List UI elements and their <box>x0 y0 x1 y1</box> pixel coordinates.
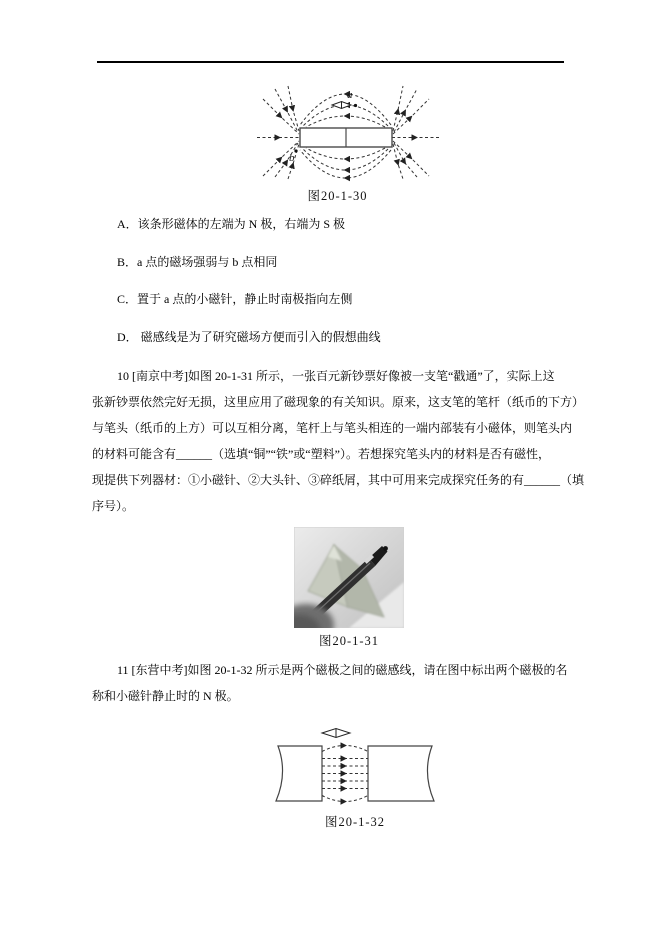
q10-line: 的材料可能含有______（选填“铜”“铁”或“塑料”）。若想探究笔头内的材料是否有磁性， <box>92 447 550 461</box>
bar-magnet <box>300 128 392 147</box>
top-rule <box>97 61 564 63</box>
right-pole-block <box>368 746 434 801</box>
q10-line: 张新钞票依然完好无损，这里应用了磁现象的有关知识。原来，这支笔的笔杆（纸币的下方） <box>92 395 585 409</box>
point-b-dot <box>294 149 297 152</box>
figure-caption-20-1-32: 图20-1-32 <box>324 815 386 829</box>
banknote-pen-photo <box>294 527 404 628</box>
compass-needle-icon <box>322 729 350 738</box>
q10-line: 序号）。 <box>92 499 135 513</box>
point-a-dot <box>354 104 357 107</box>
figure-two-poles-field <box>265 722 445 814</box>
point-a-label: a <box>347 89 353 101</box>
question-11-text <box>92 657 568 709</box>
point-b <box>289 149 298 164</box>
gap-field-lines <box>322 746 368 802</box>
figure-caption-20-1-31: 图20-1-31 <box>318 634 380 648</box>
q10-line: 现提供下列器材：①小磁针、②大头针、③碎纸屑，其中可用来完成探究任务的有______（填 <box>92 473 585 487</box>
point-b-label: b <box>289 152 295 164</box>
q11-line: 11 [东营中考]如图 20-1-32 所示是两个磁极之间的磁感线，请在图中标出两个磁极的名 <box>117 663 568 677</box>
q11-line: 称和小磁针静止时的 N 极。 <box>92 689 239 703</box>
option-c: C．置于 a 点的小磁针，静止时南极指向左侧 <box>117 292 353 306</box>
question-10-text <box>92 363 584 519</box>
two-poles-diagram <box>265 722 445 814</box>
option-b: B．a 点的磁场强弱与 b 点相同 <box>117 254 278 269</box>
figure-bar-magnet-field <box>255 85 440 180</box>
option-d: D． 磁感线是为了研究磁场方便而引入的假想曲线 <box>117 329 381 344</box>
bar-magnet-field-diagram <box>255 85 440 180</box>
q10-line: 与笔头（纸币的上方）可以互相分离，笔杆上与笔头相连的一端内部装有小磁体，则笔头内 <box>92 421 573 435</box>
figure-caption-20-1-30: 图20-1-30 <box>307 189 368 203</box>
photo-art <box>294 527 404 628</box>
option-a: A．该条形磁体的左端为 N 极，右端为 S 极 <box>117 217 346 231</box>
q10-line: 10 [南京中考]如图 20-1-31 所示，一张百元新钞票好像被一支笔“戳通”了，实际上这 <box>117 369 555 383</box>
left-pole-block <box>276 746 322 801</box>
question-options <box>117 206 381 356</box>
